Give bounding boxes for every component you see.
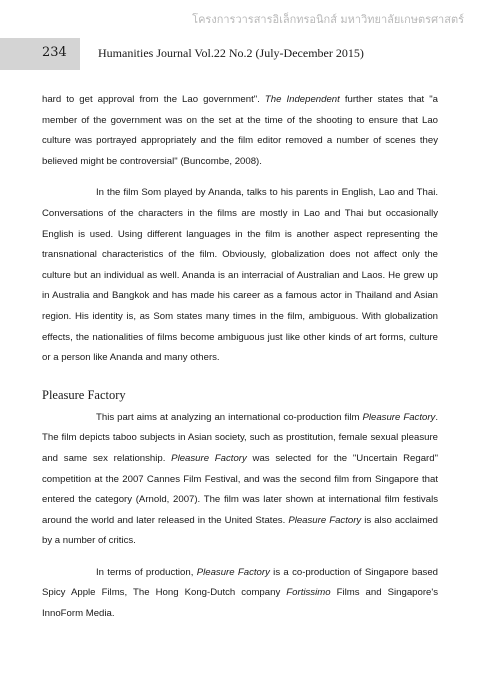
article-body (42, 90, 438, 625)
film-title: Pleasure Factory (171, 452, 247, 464)
paragraph-3-text-b: . The film depicts taboo subjects in Asian society, such as prostitution, female sexual pleasure and same sex relationship. (42, 411, 438, 464)
paragraph-2: In the film Som played by Ananda, talks to his parents in English, Lao and Thai. Conversations of the characters in the films are mostly in Lao and Thai but occasionally English is used. Using different languages in the film is another aspect representing the transnational characteristics of the film. Obviously, globalization does not affect only the culture but an individual as well. Ananda is an interracial of Australian and Laos. He grew up in Australia and Bangkok and has made his career as a famous actor in Thailand and Asian region. His identity is, as Som states many times in the film, ambiguous. With globalization effects, the nationalities of films become ambiguous just like other kinds of art forms, culture or a person like Ananda and many others. (42, 187, 438, 364)
film-title: Pleasure Factory (288, 514, 362, 526)
film-title: Pleasure Factory (362, 411, 436, 423)
paragraph-1-text-b: further states that "a member of the government was on the set at the time of the shooting to ensure that Lao culture was portrayed appropriately and the film editor removed a number of scenes they believed might be controversial" (Buncombe, 2008). (42, 94, 438, 167)
paragraph-1 (42, 90, 438, 172)
paragraph-4 (42, 563, 438, 625)
paragraph-4-text-c: Films and Singapore's InnoForm Media. (42, 587, 438, 620)
company-name: Fortissimo (286, 587, 331, 599)
paragraph-3-text-d: is also acclaimed by a number of critics. (42, 514, 439, 547)
running-header: Humanities Journal Vol.22 No.2 (July-December 2015) (98, 46, 364, 60)
paragraph-4-text-b: is a co-production of Singapore based Spicy Apple Films, The Hong Kong-Dutch company (42, 566, 439, 599)
page-number-band (0, 38, 80, 70)
paragraph-3-text-c: was selected for the "Uncertain Regard" competition at the 2007 Cannes Film Festival, and was the second film from Singapore that entered the category (Arnold, 2007). The film was later shown at international film festivals around the world and later released in the United States. (42, 452, 438, 526)
film-title: Pleasure Factory (196, 566, 270, 578)
section-heading: Pleasure Factory (42, 387, 126, 402)
paragraph-1-text-a: hard to get approval from the Lao government". (42, 94, 265, 105)
watermark: โครงการวารสารอิเล็กทรอนิกส์ มหาวิทยาลัยเกษตรศาสตร์ (192, 13, 464, 26)
page-number: 234 (42, 45, 67, 60)
paragraph-4-text-a: In terms of production, (96, 566, 197, 578)
paragraph-3 (42, 408, 438, 552)
paragraph-3-text-a: This part aims at analyzing an international co-production film (96, 411, 363, 423)
publication-title: The Independent (264, 94, 340, 105)
